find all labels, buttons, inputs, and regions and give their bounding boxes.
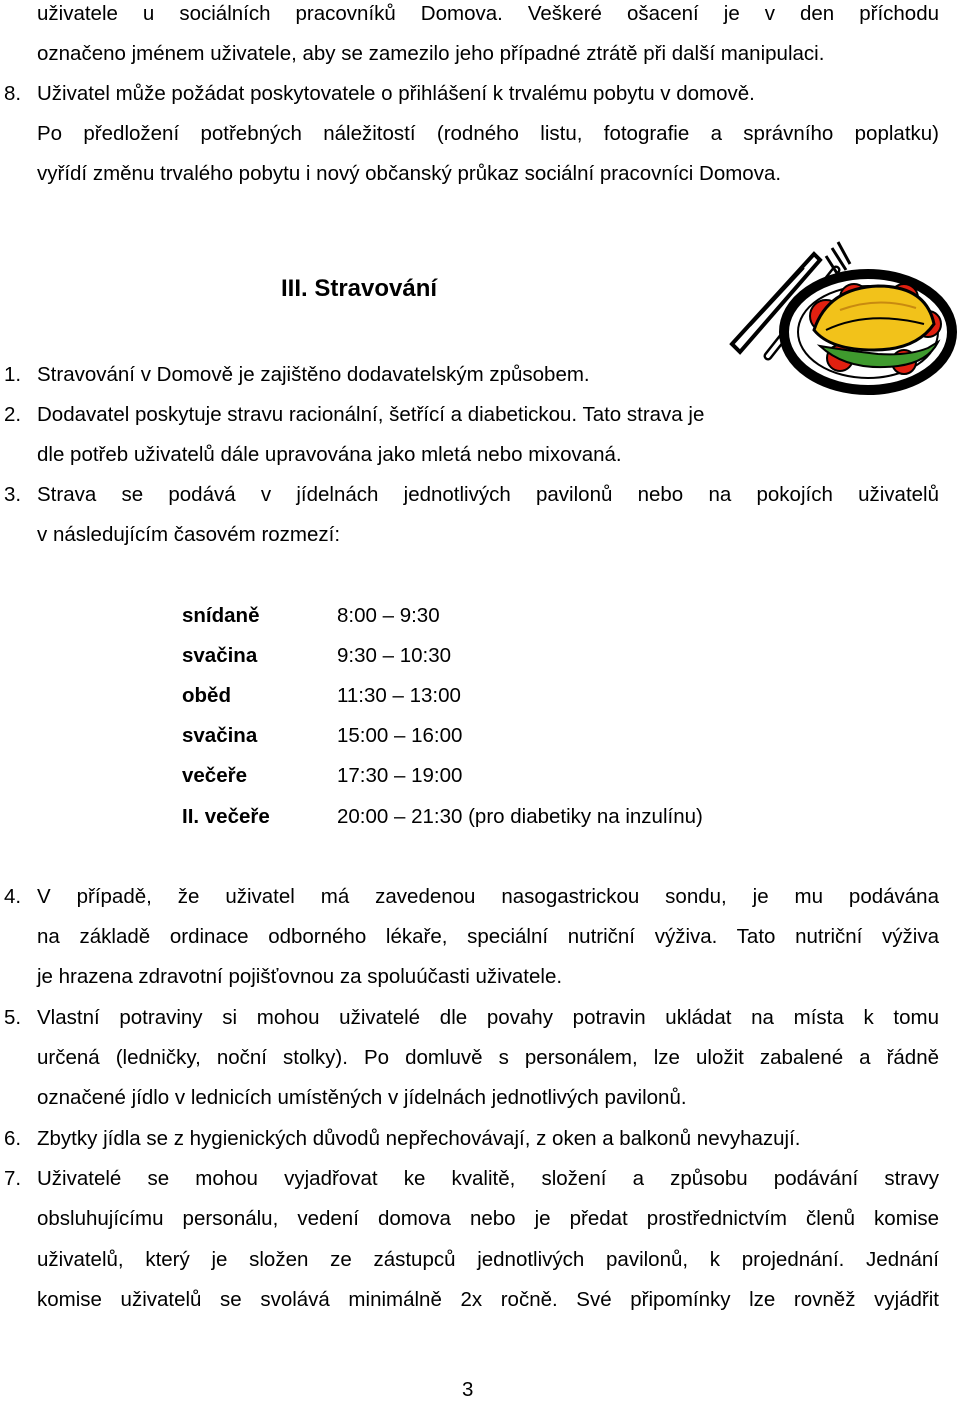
- paragraph-line: Stravování v Domově je zajištěno dodavatelským způsobem.: [37, 363, 590, 386]
- paragraph-line: je hrazena zdravotní pojišťovnou za spoluúčasti uživatele.: [37, 965, 563, 988]
- paragraph-line: Uživatelé se mohou vyjadřovat ke kvalitě, složení a způsobu podávání stravy: [37, 1167, 939, 1190]
- schedule-meal: večeře: [182, 764, 247, 787]
- list-number: 8.: [4, 82, 22, 105]
- paragraph-line: Dodavatel poskytuje stravu racionální, šetřící a diabetickou. Tato strava je: [37, 403, 705, 426]
- paragraph-line: uživatele u sociálních pracovníků Domova. Veškeré ošacení je v den příchodu: [37, 2, 939, 25]
- paragraph-line: obsluhujícímu personálu, vedení domova nebo je předat prostřednictvím členů komise: [37, 1207, 939, 1230]
- paragraph-line: na základě ordinace odborného lékaře, speciální nutriční výživa. Tato nutriční výživa: [37, 925, 939, 948]
- schedule-time: 17:30 – 19:00: [337, 764, 463, 787]
- list-number: 6.: [4, 1127, 22, 1150]
- paragraph-line: dle potřeb uživatelů dále upravována jako mletá nebo mixovaná.: [37, 443, 622, 466]
- schedule-time: 8:00 – 9:30: [337, 604, 440, 627]
- schedule-time: 15:00 – 16:00: [337, 724, 463, 747]
- section-title: III. Stravování: [281, 275, 438, 302]
- paragraph-line: Uživatel může požádat poskytovatele o přihlášení k trvalému pobytu v domově.: [37, 82, 755, 105]
- schedule-meal: svačina: [182, 724, 258, 747]
- paragraph-line: komise uživatelů se svolává minimálně 2x ročně. Své připomínky lze rovněž vyjádřit: [37, 1288, 939, 1311]
- schedule-time: 20:00 – 21:30 (pro diabetiky na inzulínu): [337, 805, 703, 828]
- list-number: 5.: [4, 1006, 22, 1029]
- paragraph-line: V případě, že uživatel má zavedenou nasogastrickou sondu, je mu podávána: [37, 885, 939, 908]
- list-number: 2.: [4, 403, 22, 426]
- schedule-time: 11:30 – 13:00: [337, 684, 461, 707]
- paragraph-line: Zbytky jídla se z hygienických důvodů nepřechovávají, z oken a balkonů nevyhazují.: [37, 1127, 801, 1150]
- list-number: 4.: [4, 885, 22, 908]
- paragraph-line: označené jídlo v lednicích umístěných v jídelnách jednotlivých pavilonů.: [37, 1086, 687, 1109]
- list-number: 3.: [4, 483, 22, 506]
- schedule-meal: II. večeře: [182, 805, 270, 828]
- paragraph-line: označeno jménem uživatele, aby se zamezilo jeho případné ztrátě při další manipulaci.: [37, 42, 825, 65]
- schedule-time: 9:30 – 10:30: [337, 644, 451, 667]
- schedule-meal: oběd: [182, 684, 231, 707]
- paragraph-line: v následujícím časovém rozmezí:: [37, 523, 341, 546]
- paragraph-line: vyřídí změnu trvalého pobytu i nový občanský průkaz sociální pracovníci Domova.: [37, 162, 782, 185]
- paragraph-line: určená (ledničky, noční stolky). Po domluvě s personálem, lze uložit zabalené a řádně: [37, 1046, 939, 1069]
- paragraph-line: Strava se podává v jídelnách jednotlivých pavilonů nebo na pokojích uživatelů: [37, 483, 939, 506]
- list-number: 7.: [4, 1167, 22, 1190]
- schedule-meal: svačina: [182, 644, 258, 667]
- paragraph-line: uživatelů, který je složen ze zástupců jednotlivých pavilonů, k projednání. Jednání: [37, 1248, 939, 1271]
- paragraph-line: Vlastní potraviny si mohou uživatelé dle povahy potravin ukládat na místa k tomu: [37, 1006, 939, 1029]
- list-number: 1.: [4, 363, 22, 386]
- page-number: 3: [462, 1378, 474, 1401]
- paragraph-line: Po předložení potřebných náležitostí (rodného listu, fotografie a správního poplatku): [37, 122, 939, 145]
- schedule-meal: snídaně: [182, 604, 260, 627]
